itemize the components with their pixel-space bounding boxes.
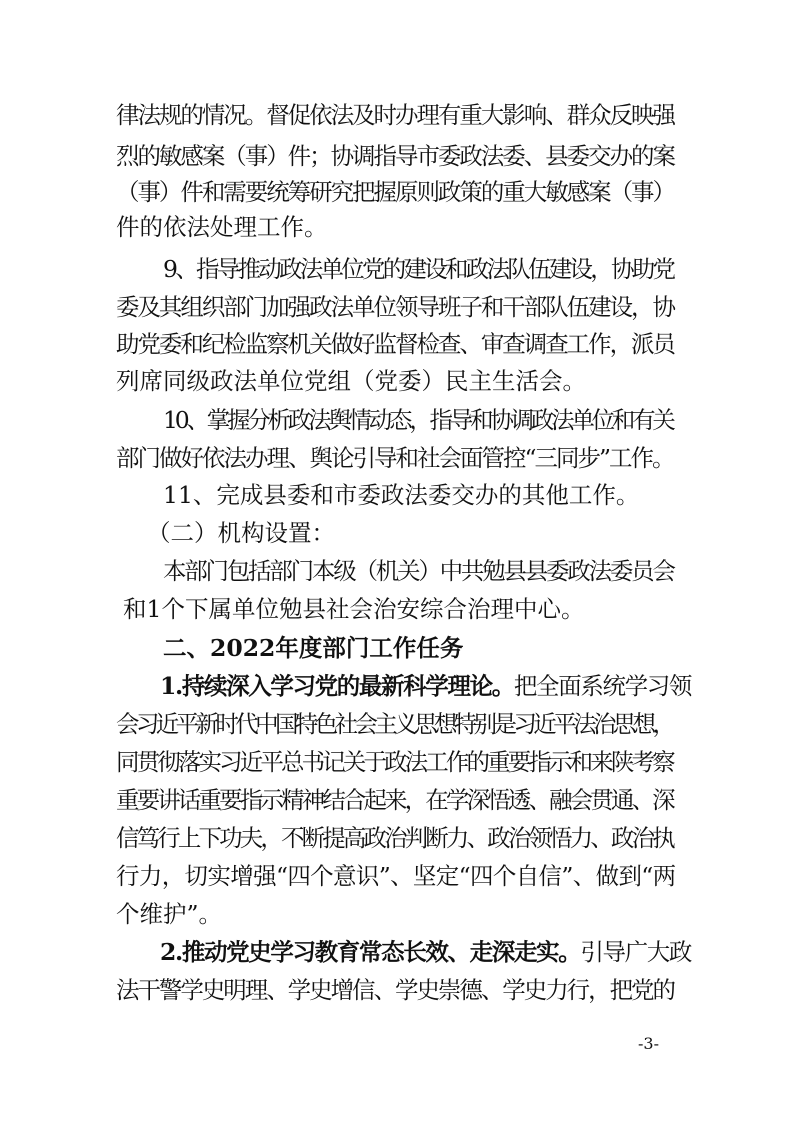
text-line: 行力，切实增强“四个意识”、坚定“四个自信”、做到“两 (116, 862, 676, 890)
task-lead: 1.持续深入学习党的最新科学理论。 (160, 672, 514, 700)
text-line: 烈的敏感案（事）件；协调指导市委政法委、县委交办的案 (116, 142, 674, 170)
task-lead: 2.推动党史学习教育常态长效、走深走实。 (160, 938, 581, 966)
text-span: 把全面系统学习领 (513, 672, 692, 700)
text-line: 和1个下属单位勉县社会治安综合治理中心。 (123, 595, 585, 623)
text-line: 件的依法处理工作。 (116, 213, 328, 241)
text-line: 列席同级政法单位党组（党委）民主生活会。 (116, 367, 586, 395)
text-line: 会习近平新时代中国特色社会主义思想特别是习近平法治思想， (116, 710, 673, 738)
text-line: （事）件和需要统筹研究把握原则政策的重大敏感案（事） (116, 178, 674, 206)
text-line: 同贯彻落实习近平总书记关于政法工作的重要指示和来陕考察 (116, 748, 673, 776)
text-line: （二）机构设置： (147, 519, 335, 547)
text-line: 重要讲话重要指示精神结合起来，在学深悟透、融会贯通、深 (116, 786, 673, 814)
text-line (160, 937, 691, 967)
text-line: 律法规的情况。督促依法及时办理有重大影响、群众反映强 (116, 101, 674, 129)
text-line: 本部门包括部门本级（机关）中共勉县县委政法委员会 (163, 557, 674, 585)
text-line: 法干警学史明理、学史增信、学史崇德、学史力行，把党的 (116, 976, 674, 1004)
text-span: 引导广大政 (580, 938, 692, 966)
text-line: 个维护”。 (116, 900, 223, 928)
text-line: 9、指导推动政法单位党的建设和政法队伍建设，协助党 (163, 255, 674, 283)
text-line: 委及其组织部门加强政法单位领导班子和干部队伍建设，协 (116, 293, 674, 321)
text-line: 部门做好依法办理、舆论引导和社会面管控“三同步”工作。 (116, 444, 674, 472)
section-title: 二、2022年度部门工作任务 (163, 634, 464, 662)
text-line: 助党委和纪检监察机关做好监督检查、审查调查工作，派员 (116, 330, 674, 358)
text-line: 10、掌握分析政法舆情动态，指导和协调政法单位和有关 (163, 406, 673, 434)
page-number: -3- (638, 1034, 659, 1053)
text-line (160, 671, 691, 701)
text-line: 信笃行上下功夫，不断提高政治判断力、政治领悟力、政治执 (116, 824, 673, 852)
text-line: 11、完成县委和市委政法委交办的其他工作。 (163, 481, 640, 509)
